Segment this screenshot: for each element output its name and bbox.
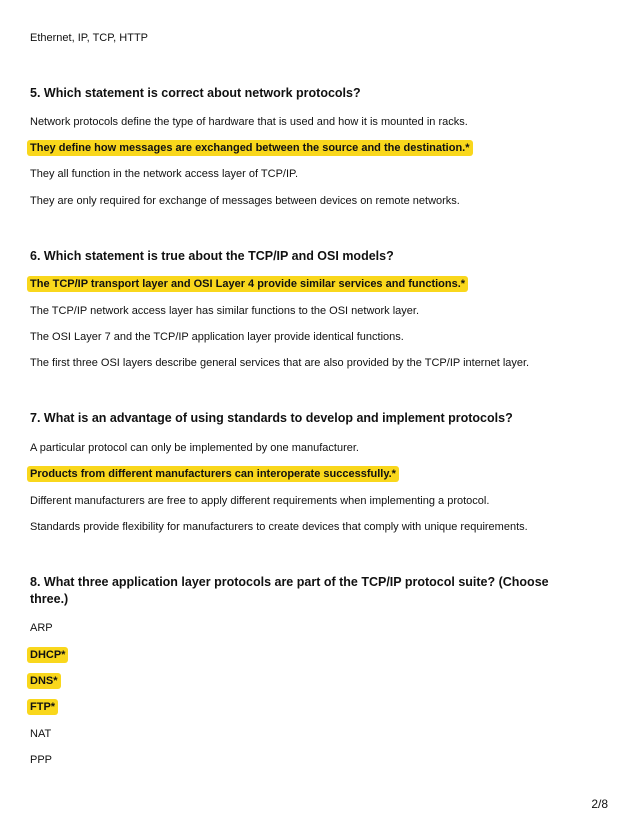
q7-option-3 (30, 495, 489, 508)
q8-option-5-text: NAT (30, 728, 52, 740)
q5-option-1-text: Network protocols define the type of hardware that is used and how it is mounted in racks. (30, 116, 468, 128)
q6-option-4 (30, 357, 529, 370)
q8-option-4 (30, 701, 58, 714)
q8-option-1 (30, 622, 53, 635)
q8-option-4-text: FTP* (27, 699, 58, 715)
q5-option-1 (30, 116, 468, 129)
question-5-title: 5. Which statement is correct about network protocols? (30, 86, 361, 100)
q7-option-4 (30, 521, 528, 534)
q8-option-2 (30, 649, 68, 662)
q7-option-3-text: Different manufacturers are free to apply different requirements when implementing a protocol. (30, 495, 490, 507)
q5-option-3-text: They all function in the network access layer of TCP/IP. (30, 168, 299, 180)
q7-option-1 (30, 442, 359, 455)
q6-option-3-text: The OSI Layer 7 and the TCP/IP application layer provide identical functions. (30, 331, 404, 343)
q8-option-3-text: DNS* (27, 673, 61, 689)
q5-option-4-text: They are only required for exchange of messages between devices on remote networks. (30, 195, 460, 207)
q8-option-5 (30, 728, 51, 741)
q8-option-2-text: DHCP* (27, 647, 68, 663)
q5-option-2-text: They define how messages are exchanged between the source and the destination.* (27, 140, 473, 156)
q5-option-3 (30, 168, 298, 181)
q7-option-2-text: Products from different manufacturers can interoperate successfully.* (27, 466, 399, 482)
q7-option-4-text: Standards provide flexibility for manufacturers to create devices that comply with unique requirements. (30, 521, 528, 533)
q6-option-2-text: The TCP/IP network access layer has similar functions to the OSI network layer. (30, 305, 420, 317)
previous-answer: Ethernet, IP, TCP, HTTP (30, 32, 148, 44)
q6-option-3 (30, 331, 404, 344)
q6-option-4-text: The first three OSI layers describe general services that are also provided by the TCP/IP internet layer. (30, 357, 530, 369)
q6-option-1 (30, 278, 468, 291)
q6-option-2 (30, 305, 419, 318)
question-8-title: 8. What three application layer protocols are part of the TCP/IP protocol suite? (Choose three.) (30, 575, 549, 606)
q8-option-6 (30, 754, 52, 767)
q8-option-3 (30, 675, 61, 688)
q6-option-1-text: The TCP/IP transport layer and OSI Layer 4 provide similar services and functions.* (27, 276, 468, 292)
page-number: 2/8 (591, 797, 608, 811)
q5-option-4 (30, 195, 460, 208)
q5-option-2 (30, 142, 473, 155)
q7-option-1-text: A particular protocol can only be implemented by one manufacturer. (30, 442, 359, 454)
q7-option-2 (30, 468, 399, 481)
question-6-title: 6. Which statement is true about the TCP/IP and OSI models? (30, 249, 394, 263)
q8-option-6-text: PPP (30, 754, 53, 766)
question-7-title: 7. What is an advantage of using standards to develop and implement protocols? (30, 411, 513, 425)
q8-option-1-text: ARP (30, 622, 53, 634)
